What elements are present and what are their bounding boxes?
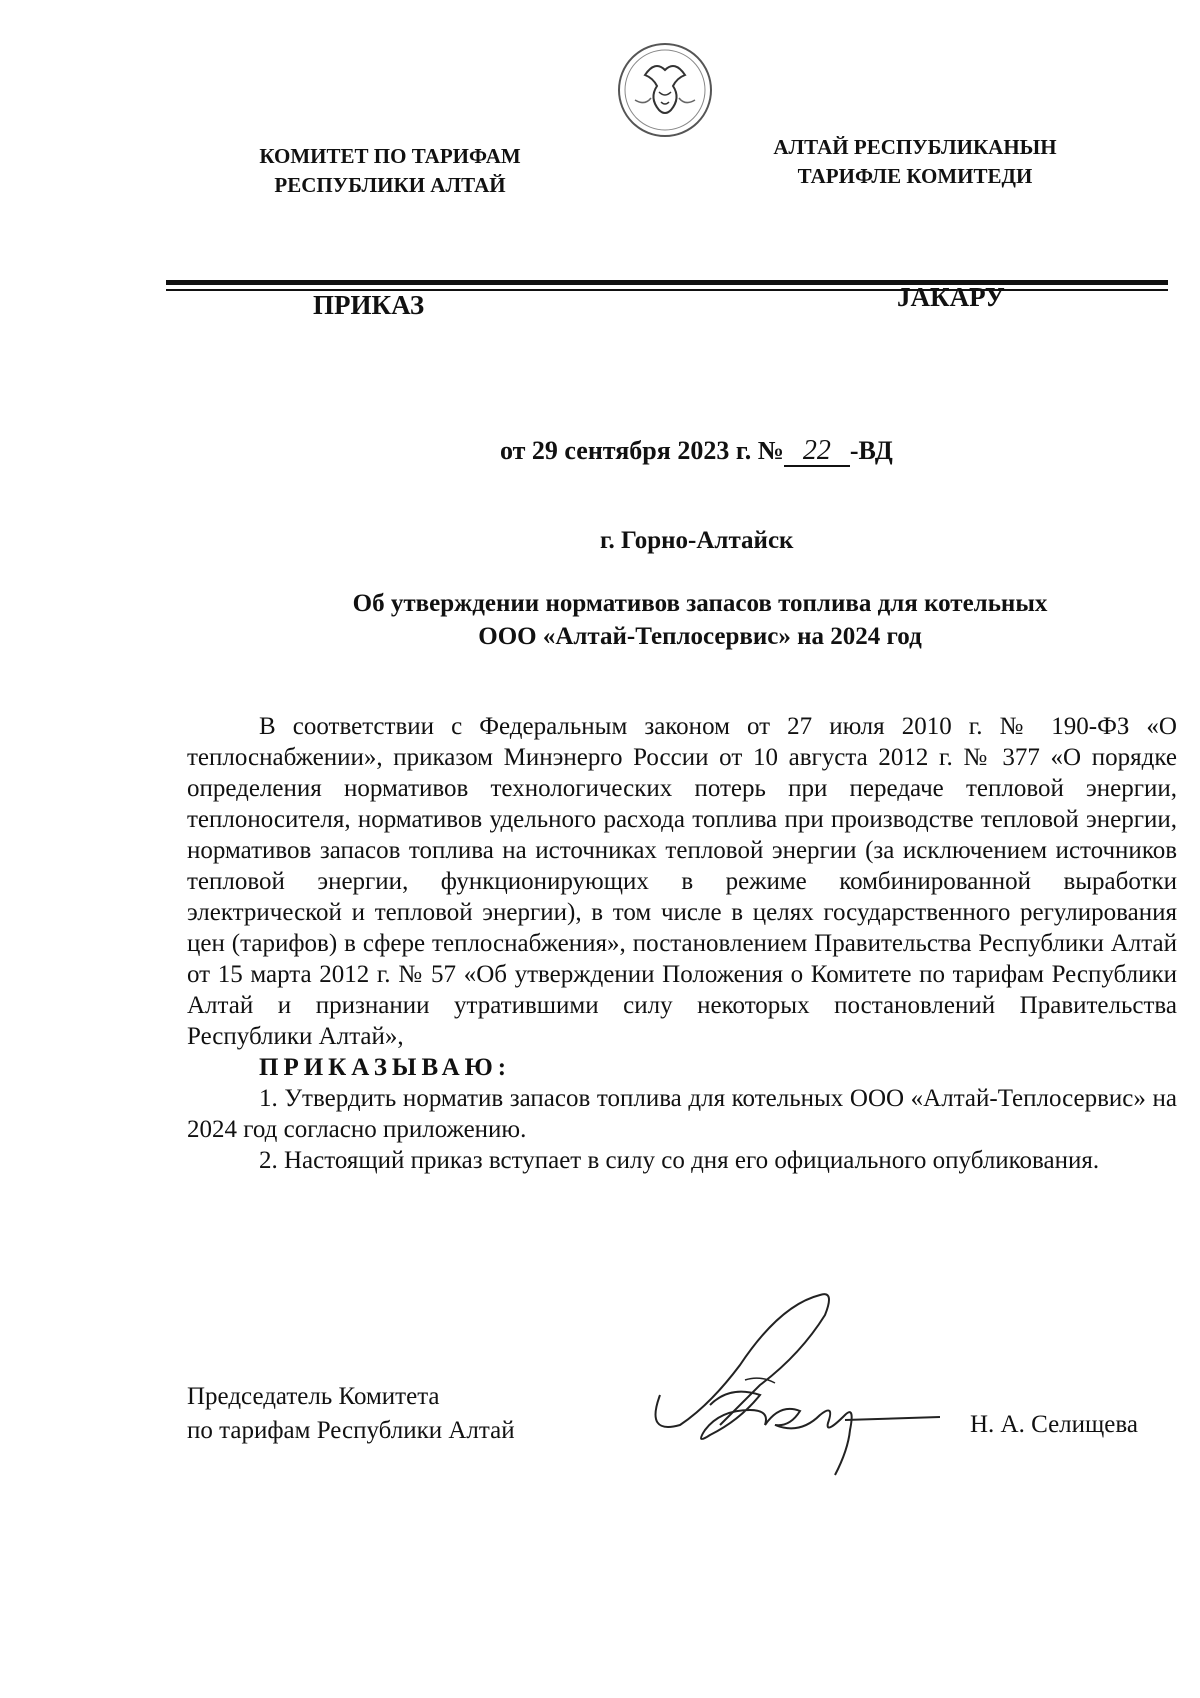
signer-position — [187, 1380, 515, 1448]
coat-of-arms-emblem — [615, 40, 715, 140]
coat-of-arms-icon — [615, 40, 715, 140]
preamble-paragraph: В соответствии с Федеральным законом от 27 июля 2010 г. № 190-ФЗ «О теплоснабжении», приказом Минэнерго России от 10 августа 2012 г. № 377 «О порядке определения нормативов технологических потерь при передаче тепловой энергии, теплоносителя, нормативов удельного расхода топлива при производстве тепловой энергии, нормативов запасов топлива на источниках тепловой энергии (за исключением источников тепловой энергии, функционирующих в режиме комбинированной выработки электрической и тепловой энергии), в том числе в целях государственного регулирования цен (тарифов) в сфере теплоснабжения», постановлением Правительства Республики Алтай от 15 марта 2012 г. № 57 «Об утверждении Положения о Комитете по тарифам Республики Алтай и признании утратившими силу некоторых постановлений Правительства Республики Алтай», — [187, 713, 1177, 1050]
handwritten-signature-icon — [650, 1285, 940, 1485]
doc-subject — [200, 587, 1200, 653]
doc-number-suffix: -ВД — [849, 436, 893, 465]
order-item: 2. Настоящий приказ вступает в силу со дня его официального опубликования. — [259, 1147, 1100, 1174]
doc-city: г. Горно-Алтайск — [600, 527, 794, 554]
order-item: 1. Утвердить норматив запасов топлива для котельных ООО «Алтай-Теплосервис» на 2024 год согласно приложению. — [187, 1085, 1177, 1143]
doc-body — [187, 711, 1177, 1176]
org-name-alt — [735, 133, 1095, 191]
org-name-ru-line: КОМИТЕТ ПО ТАРИФАМ — [259, 144, 521, 168]
doc-subject-line: Об утверждении нормативов запасов топлива для котельных — [352, 590, 1048, 617]
org-name-ru — [200, 142, 580, 200]
org-name-alt-line: АЛТАЙ РЕСПУБЛИКАНЫН — [773, 135, 1057, 159]
doc-type-ru: ПРИКАЗ — [313, 290, 425, 320]
doc-date: от 29 сентября 2023 г. № — [500, 436, 784, 465]
signer-position-line: Председатель Комитета — [187, 1383, 440, 1410]
org-name-ru-line: РЕСПУБЛИКИ АЛТАЙ — [274, 173, 506, 197]
signer-name: Н. А. Селищева — [970, 1411, 1138, 1438]
doc-subject-line: ООО «Алтай-Теплосервис» на 2024 год — [478, 623, 922, 650]
signer-position-line: по тарифам Республики Алтай — [187, 1417, 515, 1444]
order-word: ПРИКАЗЫВАЮ: — [259, 1054, 512, 1081]
org-name-alt-line: ТАРИФЛЕ КОМИТЕДИ — [797, 164, 1033, 188]
handwritten-signature — [650, 1285, 940, 1485]
doc-number: 22 — [784, 437, 850, 467]
header-divider-thick — [166, 280, 1168, 285]
doc-date-number — [500, 436, 893, 467]
doc-type-alt: JАКАРУ — [897, 282, 1005, 312]
